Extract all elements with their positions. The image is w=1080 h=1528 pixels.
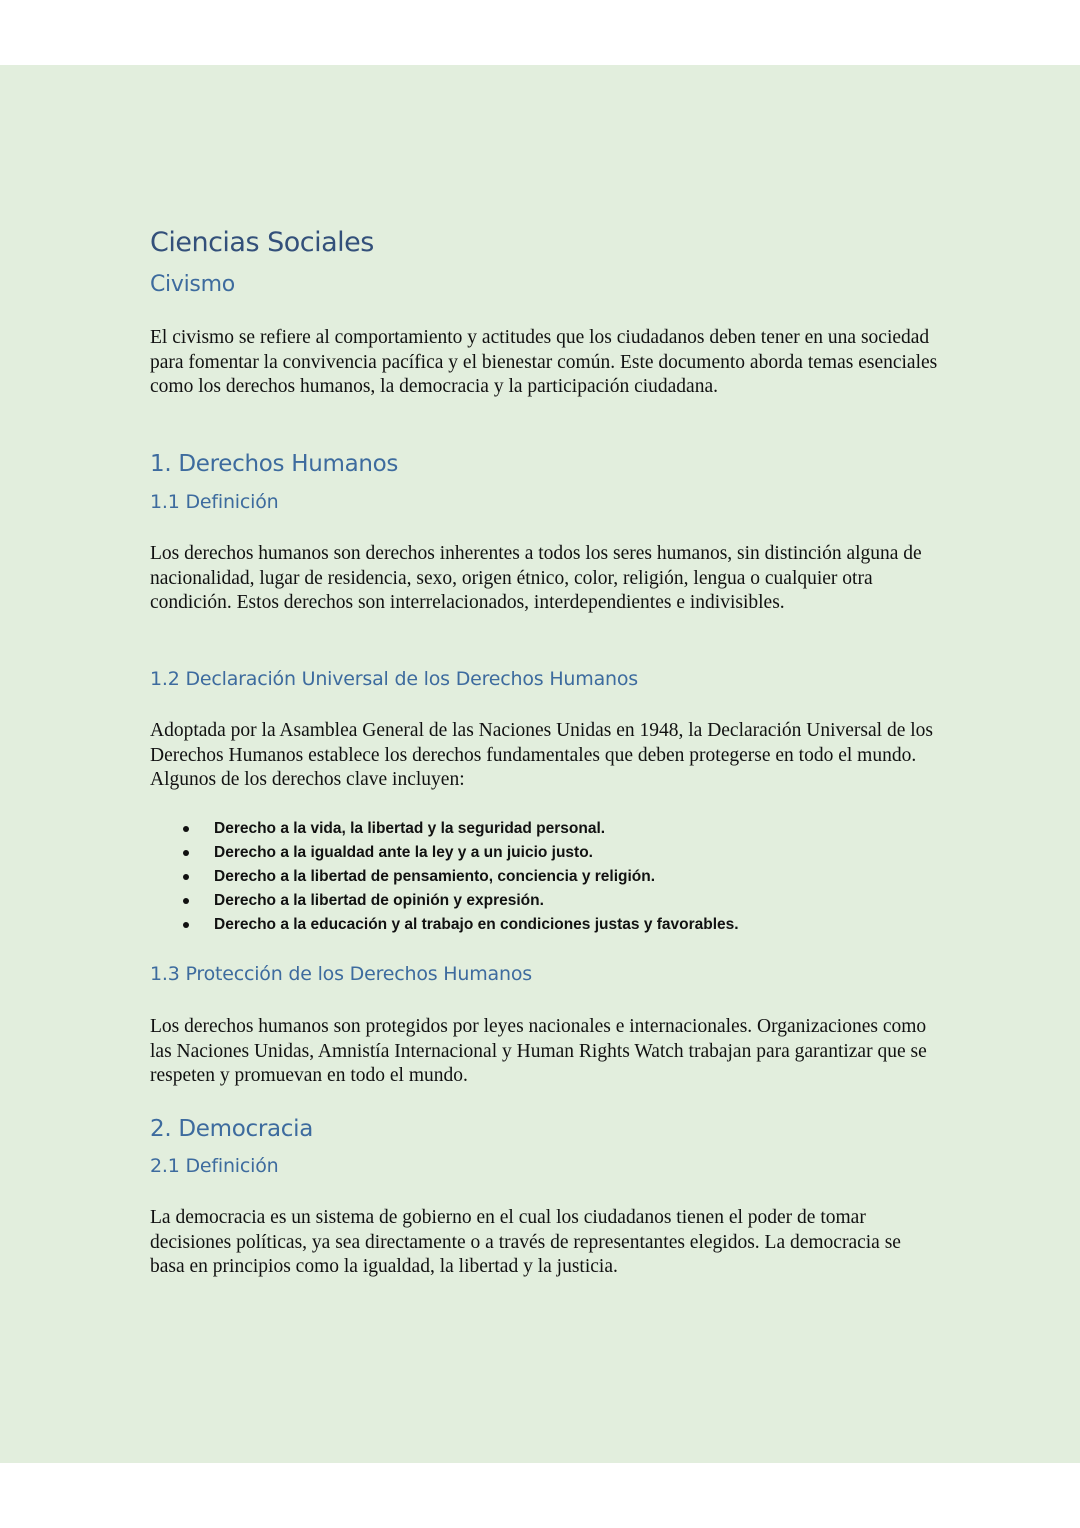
- intro-paragraph: El civismo se refiere al comportamiento y actitudes que los ciudadanos deben tener en una sociedad para fomentar la convivencia pacífica y el bienestar común. Este documento aborda temas esenciales como los derechos humanos, la democracia y la participación ciudadana.: [150, 327, 938, 397]
- bullet-icon: [183, 874, 189, 880]
- section-1-3-paragraph: Los derechos humanos son protegidos por leyes nacionales e internacionales. Organizaciones como las Naciones Unidas, Amnistía Internacional y Human Rights Watch trabajan para garantizar que se respeten y promuevan en todo el mundo.: [150, 1016, 927, 1086]
- right-text: Derecho a la libertad de opinión y expresión.: [214, 892, 544, 909]
- bullet-icon: [183, 922, 189, 928]
- document-title: Ciencias Sociales: [150, 227, 374, 258]
- list-item: [150, 865, 940, 889]
- section-2-heading: 2. Democracia: [150, 1116, 314, 1142]
- right-text: Derecho a la igualdad ante la ley y a un juicio justo.: [214, 844, 593, 861]
- right-text: Derecho a la vida, la libertad y la seguridad personal.: [214, 820, 606, 837]
- list-item: [150, 913, 940, 937]
- section-1-1-heading: 1.1 Definición: [150, 491, 279, 513]
- list-item: [150, 841, 940, 865]
- list-item: [150, 889, 940, 913]
- section-1-2-paragraph: Adoptada por la Asamblea General de las Naciones Unidas en 1948, la Declaración Universal de los Derechos Humanos establece los derechos fundamentales que deben protegerse en todo el mundo. Algunos de los derechos clave incluyen:: [150, 720, 933, 790]
- section-1-1-paragraph: Los derechos humanos son derechos inherentes a todos los seres humanos, sin distinción alguna de nacionalidad, lugar de residencia, sexo, origen étnico, color, religión, lengua o cualquier otra condición. Estos derechos son interrelacionados, interdependientes e indivisibles.: [150, 543, 922, 613]
- bullet-icon: [183, 898, 189, 904]
- list-item: [150, 817, 940, 841]
- document-page: [0, 65, 1080, 1463]
- section-2-1-heading: 2.1 Definición: [150, 1155, 279, 1177]
- right-text: Derecho a la educación y al trabajo en condiciones justas y favorables.: [214, 916, 739, 933]
- document-subtitle: Civismo: [150, 272, 235, 297]
- bullet-icon: [183, 850, 189, 856]
- right-text: Derecho a la libertad de pensamiento, conciencia y religión.: [214, 868, 656, 885]
- rights-list: [150, 817, 940, 937]
- bullet-icon: [183, 826, 189, 832]
- section-1-2-heading: 1.2 Declaración Universal de los Derechos Humanos: [150, 668, 638, 690]
- section-1-3-heading: 1.3 Protección de los Derechos Humanos: [150, 963, 532, 985]
- section-1-heading: 1. Derechos Humanos: [150, 451, 399, 477]
- section-2-1-paragraph: La democracia es un sistema de gobierno en el cual los ciudadanos tienen el poder de tomar decisiones políticas, ya sea directamente o a través de representantes elegidos. La democracia se basa en principios como la igualdad, la libertad y la justicia.: [150, 1207, 901, 1277]
